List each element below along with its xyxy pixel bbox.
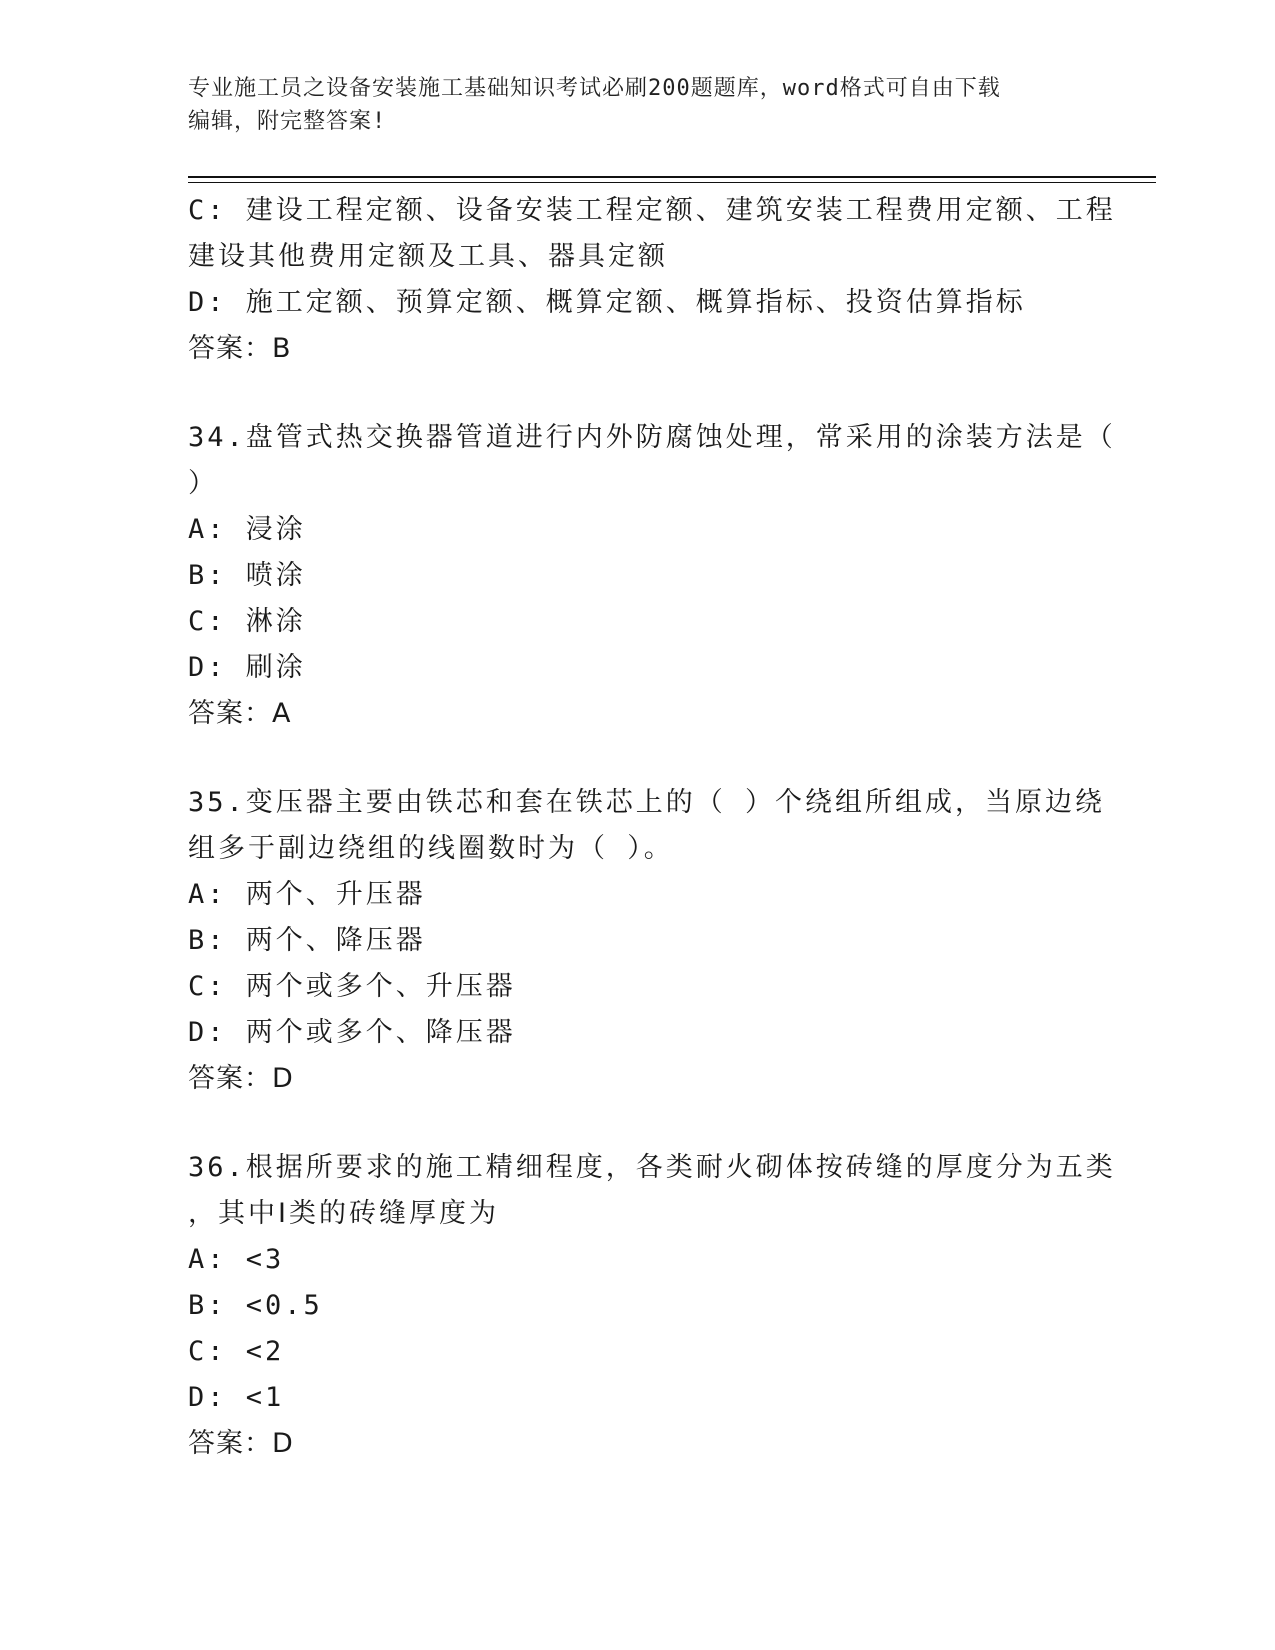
option-b: B: 喷涂 [188, 560, 306, 591]
option-a: A: 两个、升压器 [188, 879, 426, 910]
option-b: B: 两个、降压器 [188, 925, 426, 956]
question-stem-continued: ） [188, 468, 218, 499]
question-34 [188, 415, 1116, 737]
answer: 答案：A [188, 698, 292, 729]
answer: 答案：D [188, 1428, 294, 1459]
option-b: B: <0.5 [188, 1290, 323, 1321]
option-a: A: 浸涂 [188, 514, 306, 545]
question-36 [188, 1145, 1116, 1467]
option-d: D: 两个或多个、降压器 [188, 1017, 516, 1048]
option-c: C: 淋涂 [188, 606, 306, 637]
option-d: D: 施工定额、预算定额、概算定额、概算指标、投资估算指标 [188, 287, 1026, 318]
question-stem-continued: 组多于副边绕组的线圈数时为（ ）。 [188, 833, 674, 864]
header-divider-thin [188, 182, 1156, 183]
document-header [188, 72, 1068, 138]
question-list [188, 188, 1116, 1467]
option-c: C: <2 [188, 1336, 285, 1367]
option-d: D: <1 [188, 1382, 285, 1413]
spacer [188, 1102, 1088, 1145]
spacer [188, 372, 1088, 415]
question-stem: 35.变压器主要由铁芯和套在铁芯上的（ ）个绕组所组成，当原边绕 [188, 787, 1106, 818]
question-stem: 34.盘管式热交换器管道进行内外防腐蚀处理，常采用的涂装方法是（ [188, 422, 1116, 453]
question-33-tail [188, 188, 1116, 372]
option-c-continued: 建设其他费用定额及工具、器具定额 [188, 241, 668, 272]
option-a: A: <3 [188, 1244, 285, 1275]
header-divider-thick [188, 176, 1156, 178]
header-title-line-1: 专业施工员之设备安装施工基础知识考试必刷200题题库，word格式可自由下载 [188, 76, 1001, 101]
option-c: C: 建设工程定额、设备安装工程定额、建筑安装工程费用定额、工程 [188, 195, 1116, 226]
option-d: D: 刷涂 [188, 652, 306, 683]
answer: 答案：D [188, 1063, 294, 1094]
header-title-line-2: 编辑，附完整答案! [188, 109, 387, 134]
option-c: C: 两个或多个、升压器 [188, 971, 516, 1002]
spacer [188, 737, 1088, 780]
answer: 答案：B [188, 333, 292, 364]
question-stem-continued: ，其中Ⅰ类的砖缝厚度为 [188, 1198, 499, 1229]
question-35 [188, 780, 1106, 1102]
question-stem: 36.根据所要求的施工精细程度，各类耐火砌体按砖缝的厚度分为五类 [188, 1152, 1116, 1183]
